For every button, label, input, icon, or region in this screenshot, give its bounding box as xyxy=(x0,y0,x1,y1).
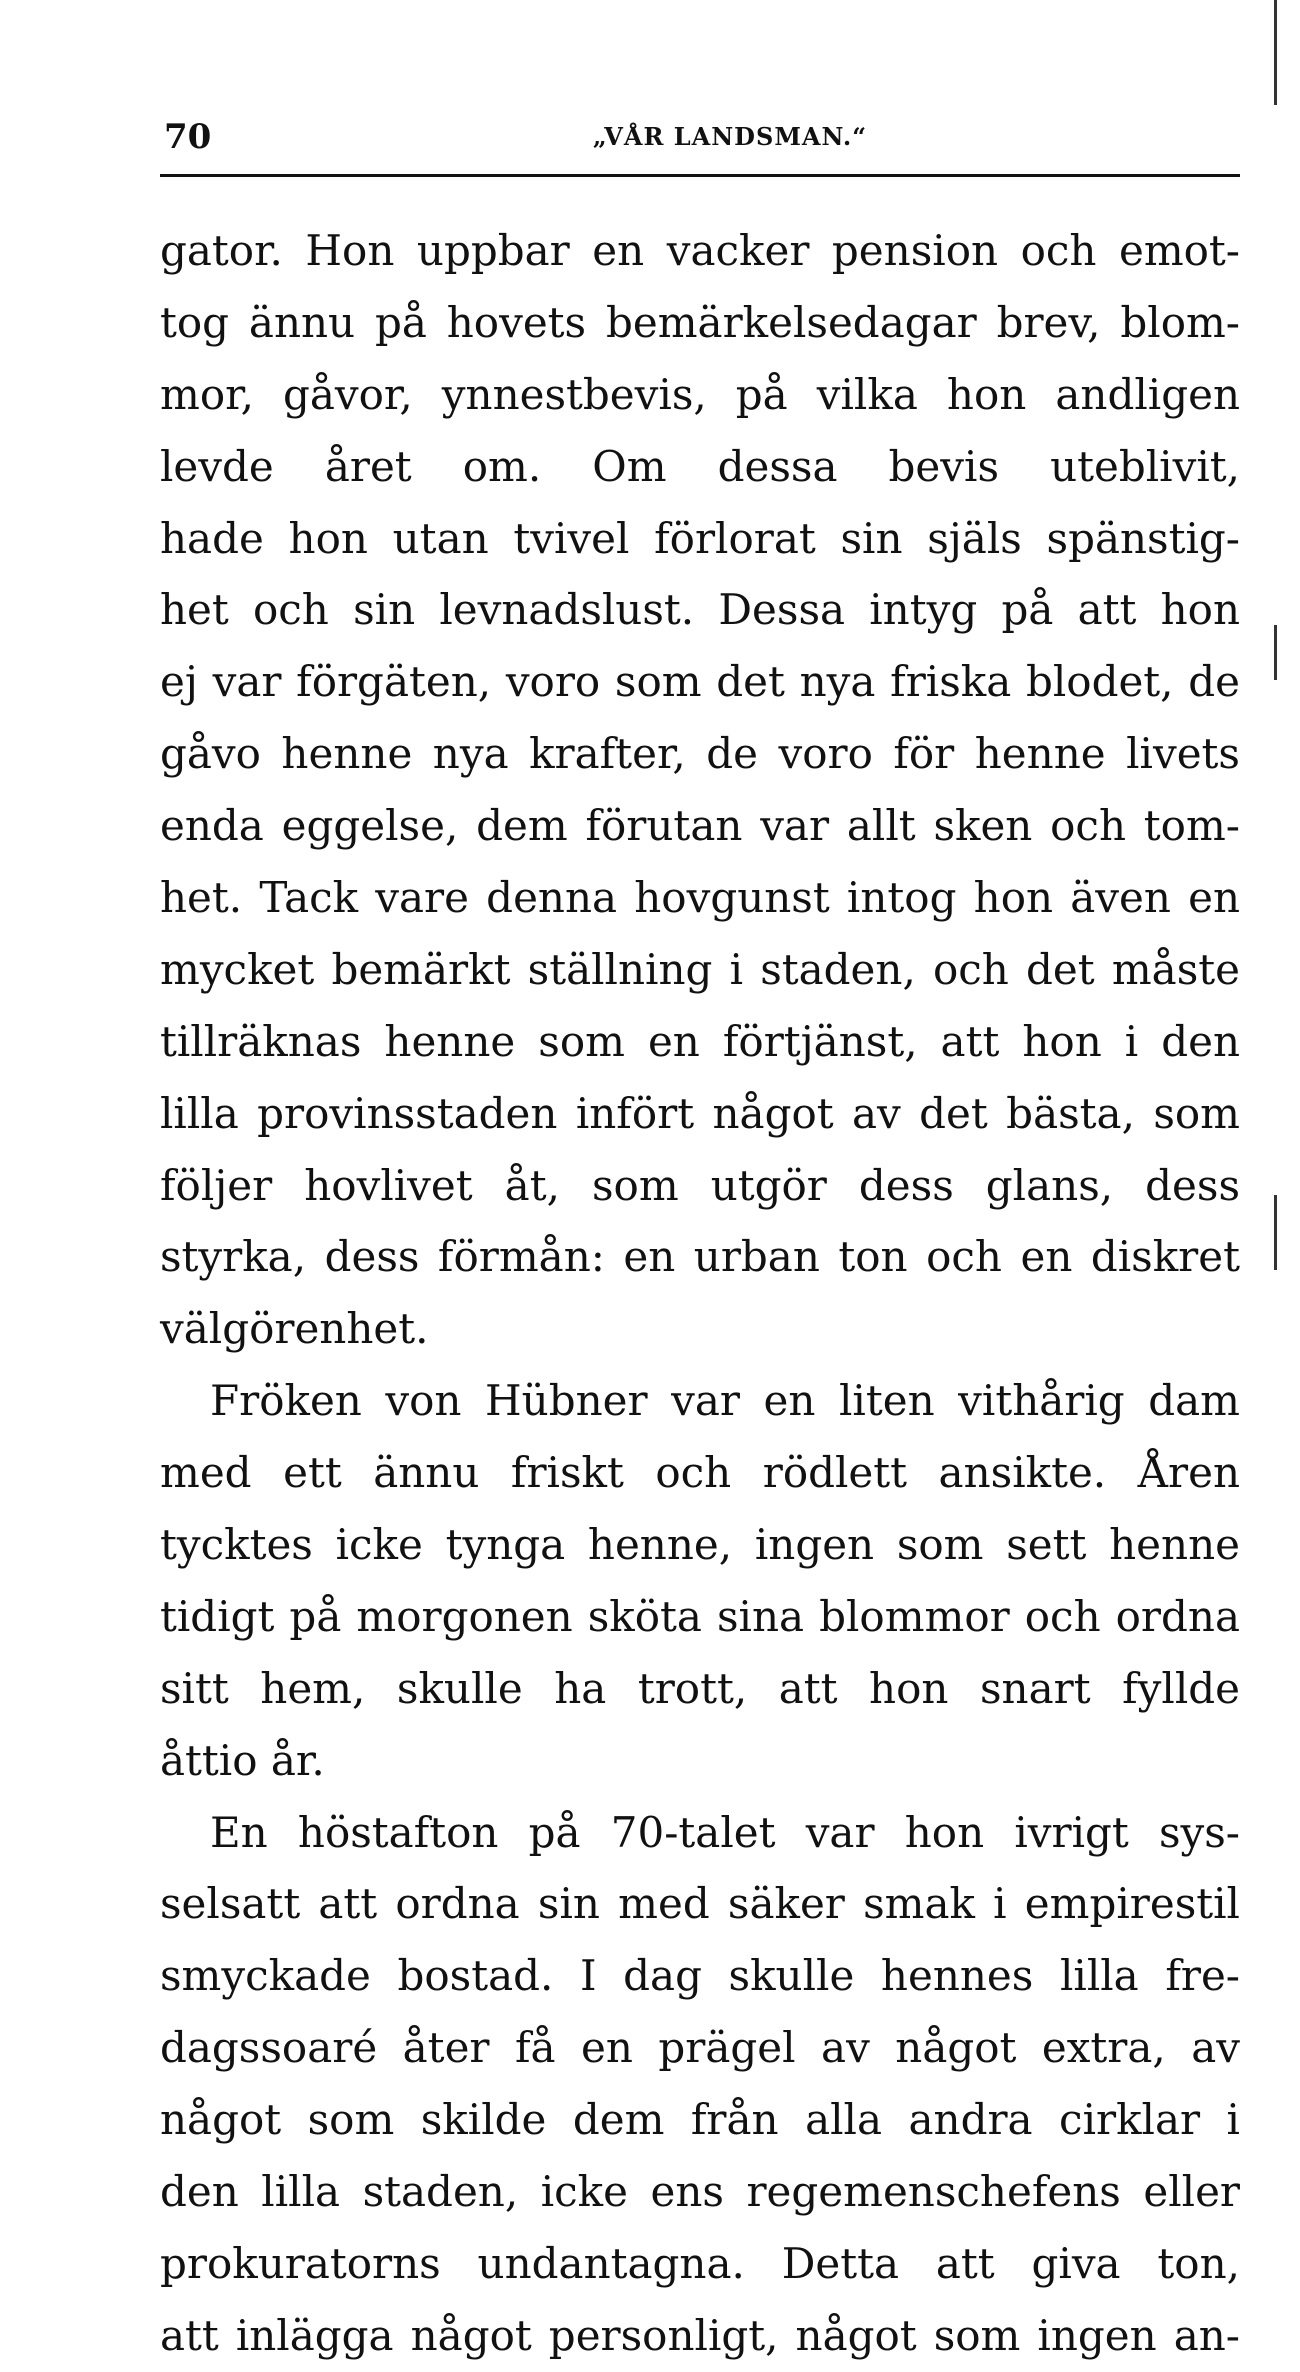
text-line: mor, gåvor, ynnestbevis, på vilka hon andligen xyxy=(160,369,1240,419)
text-line: tycktes icke tynga henne, ingen som sett henne xyxy=(160,1520,1240,1570)
text-line: Fröken von Hübner var en liten vithårig dam xyxy=(210,1376,1240,1426)
scan-margin-mark xyxy=(1274,0,1277,105)
running-title: „VÅR LANDSMAN.“ xyxy=(592,122,868,151)
scan-margin-mark xyxy=(1274,625,1277,680)
text-line: med ett ännu friskt och rödlett ansikte. Åren xyxy=(160,1448,1240,1498)
page-number: 70 xyxy=(164,117,212,157)
text-line: levde året om. Om dessa bevis uteblivit, xyxy=(160,441,1240,491)
text-line: het. Tack vare denna hovgunst intog hon även en xyxy=(160,873,1240,923)
text-line: tillräknas henne som en förtjänst, att hon i den xyxy=(160,1016,1240,1066)
text-line: ej var förgäten, voro som det nya friska blodet, de xyxy=(160,657,1240,707)
scan-margin-mark xyxy=(1274,1195,1277,1270)
text-line: välgörenhet. xyxy=(160,1304,429,1354)
body-text xyxy=(160,215,1240,2372)
text-line: den lilla staden, icke ens regemenschefens eller xyxy=(160,2167,1240,2217)
text-line: gator. Hon uppbar en vacker pension och emot- xyxy=(160,226,1240,275)
header-rule xyxy=(160,174,1240,177)
text-line: selsatt att ordna sin med säker smak i empirestil xyxy=(160,1879,1240,1929)
text-line: hade hon utan tvivel förlorat sin själs spänstig- xyxy=(160,513,1240,563)
text-line: följer hovlivet åt, som utgör dess glans, dess xyxy=(160,1160,1240,1210)
text-line: het och sin levnadslust. Dessa intyg på att hon xyxy=(160,585,1240,635)
text-line: mycket bemärkt ställning i staden, och det måste xyxy=(160,944,1240,994)
text-line: lilla provinsstaden infört något av det bästa, som xyxy=(160,1088,1240,1138)
text-line: att inlägga något personligt, något som ingen an- xyxy=(160,2310,1240,2360)
text-line: något som skilde dem från alla andra cirklar i xyxy=(160,2095,1240,2145)
text-line: gåvo henne nya krafter, de voro för henne livets xyxy=(160,729,1240,779)
text-line: sitt hem, skulle ha trott, att hon snart fyllde xyxy=(160,1663,1240,1713)
text-line: tidigt på morgonen sköta sina blommor och ordna xyxy=(160,1591,1240,1641)
text-line: enda eggelse, dem förutan var allt sken och tom- xyxy=(160,801,1240,851)
text-line: prokuratorns undantagna. Detta att giva ton, xyxy=(160,2238,1240,2288)
page-header xyxy=(160,112,1240,162)
text-line: tog ännu på hovets bemärkelsedagar brev, blom- xyxy=(160,297,1240,347)
text-line: åttio år. xyxy=(160,1735,325,1785)
text-line: styrka, dess förmån: en urban ton och en diskret xyxy=(160,1232,1240,1282)
text-line: dagssoaré åter få en prägel av något extra, av xyxy=(160,2023,1240,2073)
text-line: smyckade bostad. I dag skulle hennes lilla fre- xyxy=(160,1951,1240,2001)
text-line: En höstafton på 70-talet var hon ivrigt sys- xyxy=(210,1807,1240,1857)
